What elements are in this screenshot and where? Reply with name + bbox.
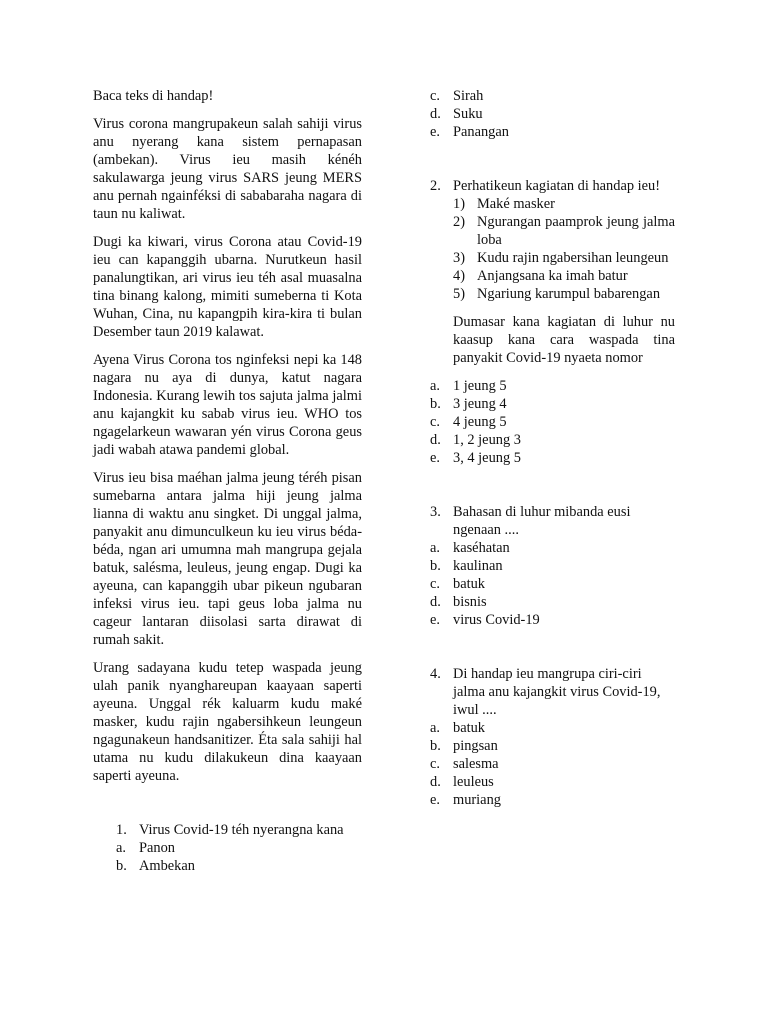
question-number: 3. bbox=[430, 504, 441, 520]
option-d[interactable]: d. 1, 2 jeung 3 bbox=[430, 432, 521, 448]
option-text: Ambekan bbox=[139, 858, 195, 874]
option-label: e. bbox=[430, 124, 440, 140]
right-column bbox=[430, 87, 675, 809]
option-b[interactable] bbox=[93, 857, 362, 875]
option-c[interactable]: c. 4 jeung 5 bbox=[430, 414, 507, 430]
reading-paragraph-5: Urang sadayana kudu tetep waspada jeung ulah panik nyanghareupan kaayaan saperti ayeuna. Unggal rék kaluarm kudu maké masker, kudu rajin ngabersihkeun leungeun ngagunakeun handsanitizer. Éta sala sahiji hal utama nu kudu dilakukeun dina kaayaan saperti ayeuna. bbox=[93, 660, 362, 784]
option-text: Panangan bbox=[453, 124, 509, 140]
option-e[interactable]: e. muriang bbox=[430, 792, 501, 808]
option-label: c. bbox=[430, 88, 440, 104]
option-label: b. bbox=[116, 858, 127, 874]
option-e[interactable]: e. virus Covid-19 bbox=[430, 612, 540, 628]
option-d[interactable]: d. bisnis bbox=[430, 594, 487, 610]
activity-item-2: 2) Ngurangan paamprok jeung jalma loba bbox=[453, 214, 675, 248]
question-stem bbox=[93, 821, 362, 839]
question-4 bbox=[430, 665, 675, 809]
option-b[interactable]: b. kaulinan bbox=[430, 558, 503, 574]
reading-paragraph-3: Ayena Virus Corona tos nginfeksi nepi ka 148 nagara nu aya di dunya, katut nagara Indonesia. Kurang lewih tos sajuta jalma jalmi anu kajangkit ku sabab virus ieu. WHO tos ngagelarkeun wawaran yén virus Corona geus jadi wabah atawa pandemi global. bbox=[93, 352, 362, 458]
option-a[interactable] bbox=[93, 839, 362, 857]
activity-item-1: 1) Maké masker bbox=[453, 196, 555, 212]
option-a[interactable]: a. 1 jeung 5 bbox=[430, 378, 507, 394]
question-stem bbox=[430, 665, 675, 719]
question-1 bbox=[93, 821, 362, 875]
activity-item-5: 5) Ngariung karumpul babarengan bbox=[453, 286, 661, 302]
left-column bbox=[93, 87, 362, 875]
question-1-continued bbox=[430, 87, 675, 141]
reading-paragraph-1: Virus corona mangrupakeun salah sahiji virus anu nyerang kana sistem pernapasan (ambekan). Virus ieu masih kénéh sakulawarga jeung virus SARS jeung MERS anu pernah ngainféksi di sababaraha nagara di taun nu kaliwat. bbox=[93, 116, 362, 222]
activity-item-3: 3) Kudu rajin ngabersihan leungeun bbox=[453, 250, 669, 266]
question-2 bbox=[430, 177, 675, 467]
instruction: Baca teks di handap! bbox=[93, 88, 214, 104]
option-e[interactable]: e. 3, 4 jeung 5 bbox=[430, 450, 521, 466]
option-a[interactable]: a. kaséhatan bbox=[430, 540, 510, 556]
option-text: Suku bbox=[453, 106, 483, 122]
option-label: d. bbox=[430, 106, 441, 122]
option-text: Panon bbox=[139, 840, 175, 856]
reading-paragraph-2: Dugi ka kiwari, virus Corona atau Covid-19 ieu can kapanggih ubarna. Nurutkeun hasil panalungtikan, ari virus ieu téh asal muasalna tina binang kalong, mimiti sumeberna ti Kota Wuhan, Cina, nu kapangpih kira-kira ti bulan Desember taun 2019 kalawat. bbox=[93, 234, 362, 340]
option-c[interactable] bbox=[430, 87, 675, 105]
option-b[interactable]: b. 3 jeung 4 bbox=[430, 396, 507, 412]
option-d[interactable] bbox=[430, 105, 675, 123]
question-stem bbox=[430, 503, 675, 539]
question-3 bbox=[430, 503, 675, 629]
option-text: Sirah bbox=[453, 88, 484, 104]
option-c[interactable]: c. batuk bbox=[430, 576, 485, 592]
question-number: 2. bbox=[430, 178, 441, 194]
option-e[interactable] bbox=[430, 123, 675, 141]
option-b[interactable]: b. pingsan bbox=[430, 738, 498, 754]
reading-paragraph-4: Virus ieu bisa maéhan jalma jeung téréh pisan sumebarna antara jalma hiji jeung jalma lianna di waktu anu singket. Di unggal jalma, panyakit anu dimunculkeun ku ieu virus béda-béda, ngan ari umumna mah mangrupa gejala batuk, salésma, leuleus, jeung engap. Dugi ka ayeuna, can kapanggih ubar pikeun ngubaran infeksi virus ieu. tapi geus loba jalma nu cageur lantaran diisolasi sarta dirawat di rumah sakit. bbox=[93, 470, 362, 648]
question-stem bbox=[430, 177, 675, 195]
activity-item-4: 4) Anjangsana ka imah batur bbox=[453, 268, 628, 284]
question-followup: Dumasar kana kagiatan di luhur nu kaasup kana cara waspada tina panyakit Covid-19 nyaeta nomor bbox=[453, 314, 675, 366]
question-text: Perhatikeun kagiatan di handap ieu! bbox=[453, 178, 660, 194]
option-c[interactable]: c. salesma bbox=[430, 756, 499, 772]
question-text: Di handap ieu mangrupa ciri-ciri jalma anu kajangkit virus Covid-19, iwul .... bbox=[453, 666, 661, 718]
option-a[interactable]: a. batuk bbox=[430, 720, 485, 736]
option-label: a. bbox=[116, 840, 126, 856]
question-number: 4. bbox=[430, 666, 441, 682]
question-text: Bahasan di luhur mibanda eusi ngenaan .... bbox=[453, 504, 631, 538]
option-d[interactable]: d. leuleus bbox=[430, 774, 494, 790]
question-number: 1. bbox=[116, 822, 127, 838]
question-text: Virus Covid-19 téh nyerangna kana bbox=[139, 822, 344, 838]
